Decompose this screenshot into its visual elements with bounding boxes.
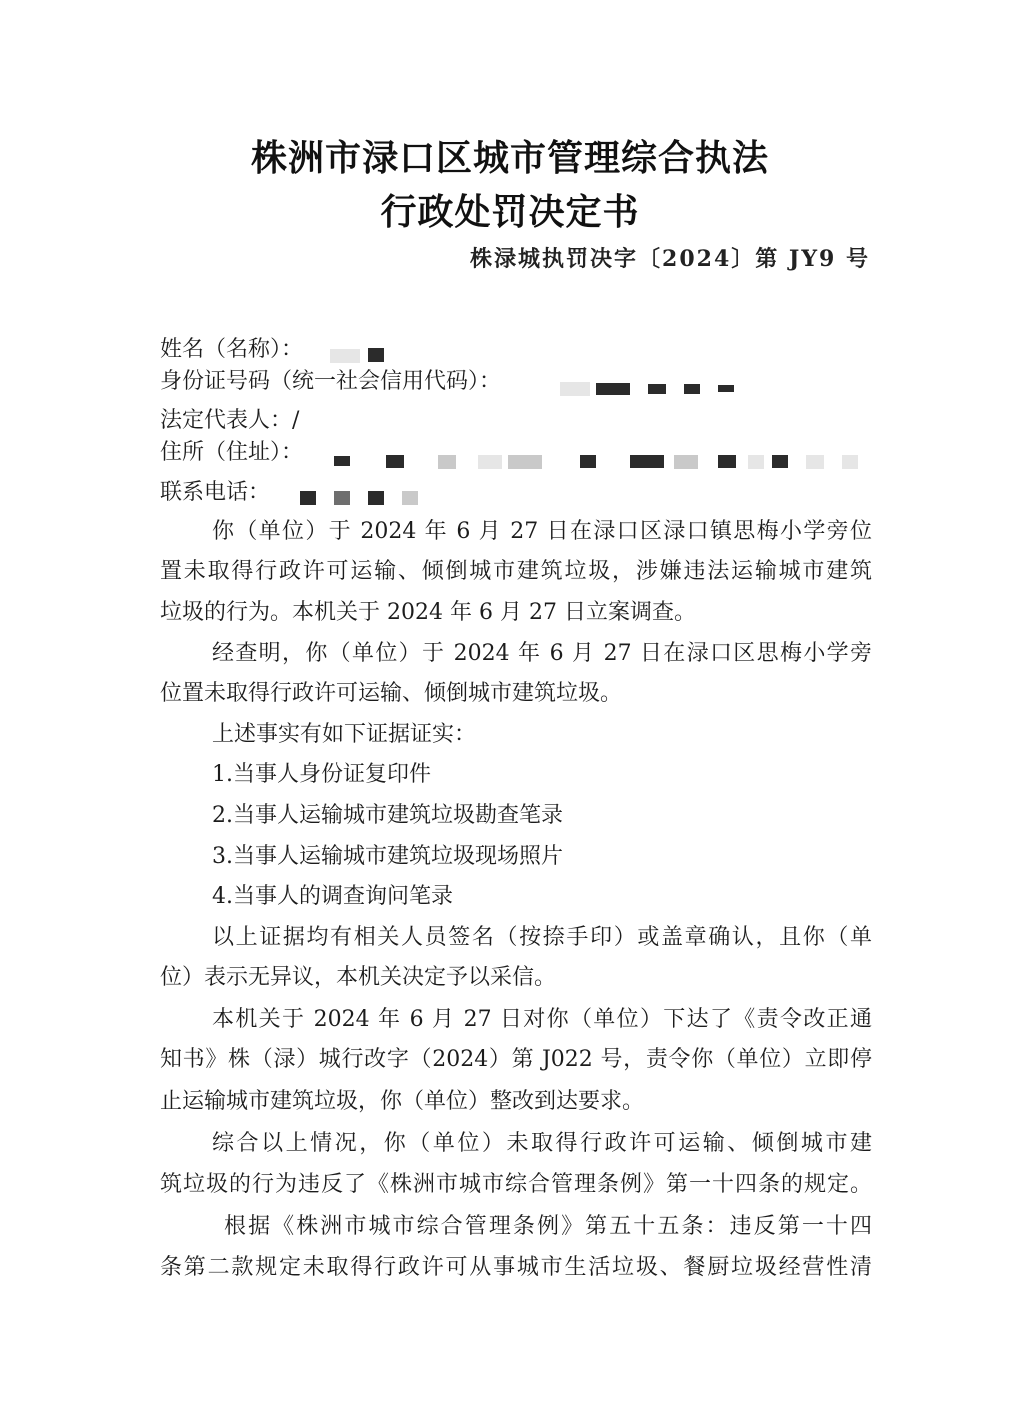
id-number-field-label: 身份证号码（统一社会信用代码）： — [160, 369, 502, 394]
evidence-list-item: 1.当事人身份证复印件 — [212, 762, 431, 787]
redaction-block — [842, 455, 858, 469]
evidence-list-item: 4.当事人的调查询问笔录 — [212, 884, 453, 909]
paragraph-line: 你（单位）于 2024 年 6 月 27 日在渌口区渌口镇思梅小学旁位 — [212, 519, 872, 544]
phone-field-label: 联系电话： — [160, 480, 271, 505]
redaction-block — [438, 455, 456, 469]
evidence-list-item: 3.当事人运输城市建筑垃圾现场照片 — [212, 844, 563, 869]
redaction-block — [806, 455, 824, 469]
redaction-block — [386, 455, 404, 468]
redaction-block — [334, 456, 350, 466]
redaction-block — [718, 385, 734, 392]
redaction-block — [596, 383, 630, 395]
address-field-label: 住所（住址）： — [160, 440, 304, 465]
document-title-line1: 株洲市渌口区城市管理综合执法 — [250, 138, 769, 179]
redaction-block — [560, 382, 590, 396]
paragraph-line: 上述事实有如下证据证实： — [212, 722, 477, 747]
paragraph-line: 综合以上情况，你（单位）未取得行政许可运输、倾倒城市建 — [212, 1131, 872, 1156]
redaction-block — [648, 384, 666, 394]
redaction-block — [772, 455, 788, 468]
evidence-list-item: 2.当事人运输城市建筑垃圾勘查笔录 — [212, 803, 563, 828]
paragraph-line: 知书》株（渌）城行改字（2024）第 J022 号，责令你（单位）立即停 — [160, 1047, 872, 1072]
paragraph-line: 位置未取得行政许可运输、倾倒城市建筑垃圾。 — [160, 681, 623, 706]
name-field-label: 姓名（名称）： — [160, 337, 304, 362]
redaction-block — [402, 491, 418, 505]
legal-representative-field: 法定代表人：/ — [160, 408, 300, 433]
paragraph-line: 位）表示无异议，本机关决定予以采信。 — [160, 965, 557, 990]
paragraph-line: 本机关于 2024 年 6 月 27 日对你（单位）下达了《责令改正通 — [212, 1007, 872, 1032]
paragraph-line: 以上证据均有相关人员签名（按捺手印）或盖章确认，且你（单 — [212, 925, 872, 950]
redaction-block — [630, 455, 664, 468]
redaction-block — [748, 455, 764, 469]
paragraph-line: 条第二款规定未取得行政许可从事城市生活垃圾、餐厨垃圾经营性清 — [160, 1255, 872, 1280]
paragraph-line: 止运输城市建筑垃圾，你（单位）整改到达要求。 — [160, 1089, 645, 1114]
document-title-line2: 行政处罚决定书 — [380, 192, 640, 233]
redaction-block — [368, 491, 384, 505]
redaction-block — [580, 455, 596, 468]
document-number: 株渌城执罚决字〔2024〕第 JY9 号 — [470, 246, 870, 272]
paragraph-line: 垃圾的行为。本机关于 2024 年 6 月 27 日立案调查。 — [160, 600, 696, 625]
redaction-block — [368, 348, 384, 362]
redaction-block — [300, 491, 316, 505]
redaction-block — [508, 455, 542, 469]
redaction-block — [478, 455, 502, 469]
paragraph-line: 筑垃圾的行为违反了《株洲市城市综合管理条例》第一十四条的规定。 — [160, 1172, 872, 1197]
paragraph-line: 置未取得行政许可运输、倾倒城市建筑垃圾，涉嫌违法运输城市建筑 — [160, 559, 872, 584]
paragraph-line: 经查明，你（单位）于 2024 年 6 月 27 日在渌口区思梅小学旁 — [212, 641, 872, 666]
redaction-block — [684, 384, 700, 394]
paragraph-line: 根据《株洲市城市综合管理条例》第五十五条：违反第一十四 — [224, 1214, 872, 1239]
redaction-block — [330, 349, 360, 363]
redaction-block — [674, 455, 698, 469]
redaction-block — [718, 455, 736, 468]
redaction-block — [334, 491, 350, 505]
